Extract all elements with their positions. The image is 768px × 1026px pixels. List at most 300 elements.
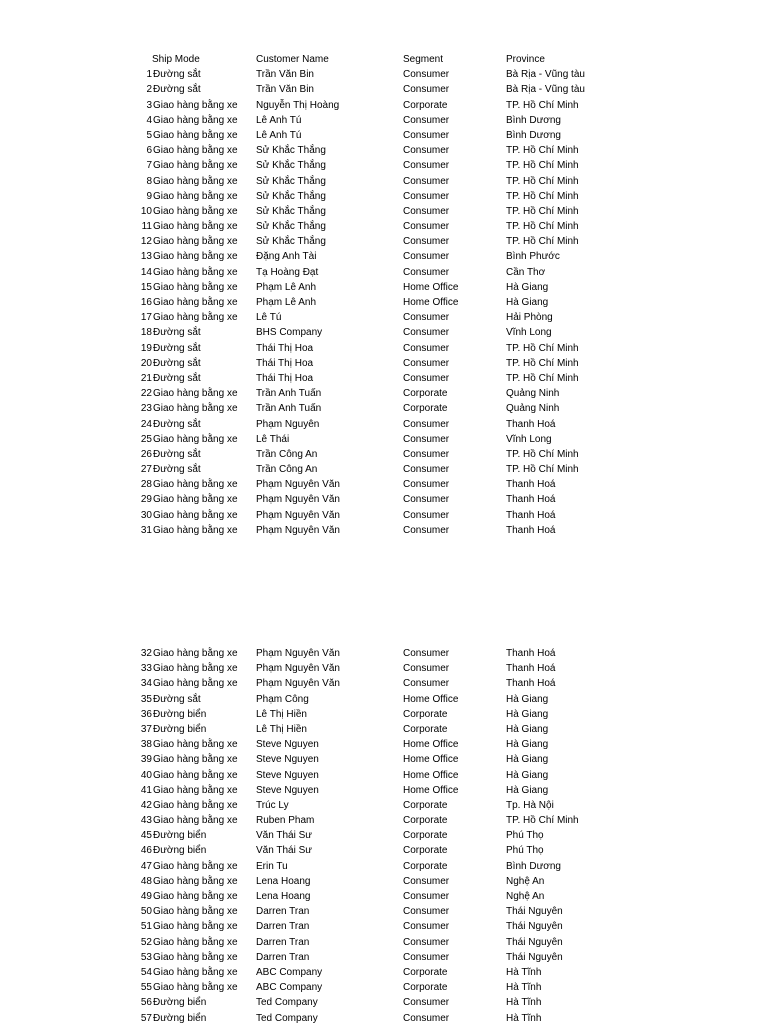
- segment-cell: Consumer: [403, 175, 450, 187]
- row-index: 14: [140, 266, 152, 278]
- segment-cell: Consumer: [403, 160, 450, 172]
- segment-cell: Corporate: [403, 723, 448, 735]
- province-cell: Bà Rịa - Vũng tàu: [506, 84, 585, 96]
- ship-mode-cell: Giao hàng bằng xe: [153, 951, 238, 963]
- row-index: 40: [140, 769, 152, 781]
- province-cell: Thái Nguyên: [506, 921, 563, 933]
- province-cell: TP. Hồ Chí Minh: [506, 99, 579, 111]
- row-index: 35: [140, 693, 152, 705]
- table-row: [136, 417, 636, 432]
- row-index: 33: [140, 663, 152, 675]
- segment-cell: Corporate: [403, 982, 448, 994]
- ship-mode-cell: Đường biển: [153, 708, 207, 720]
- segment-cell: Corporate: [403, 815, 448, 827]
- customer-name-cell: Ruben Pham: [256, 815, 315, 827]
- ship-mode-cell: Giao hàng bằng xe: [153, 388, 238, 400]
- segment-cell: Corporate: [403, 830, 448, 842]
- segment-cell: Home Office: [403, 769, 459, 781]
- province-cell: TP. Hồ Chí Minh: [506, 145, 579, 157]
- province-cell: Bình Phước: [506, 251, 560, 263]
- row-index: 37: [140, 723, 152, 735]
- row-index: 11: [141, 221, 152, 233]
- province-cell: Bà Rịa - Vũng tàu: [506, 69, 585, 81]
- header-segment: Segment: [403, 54, 444, 65]
- row-index: 1: [146, 69, 152, 81]
- row-index: 21: [140, 372, 152, 384]
- table-row: [136, 234, 636, 249]
- row-index: 31: [140, 524, 152, 536]
- segment-cell: Corporate: [403, 966, 448, 978]
- segment-cell: Corporate: [403, 845, 448, 857]
- segment-cell: Consumer: [403, 418, 450, 430]
- table-row: [136, 98, 636, 113]
- row-index: 10: [140, 205, 152, 217]
- table-row: [136, 447, 636, 462]
- ship-mode-cell: Đường sắt: [153, 342, 201, 354]
- table-row: [136, 386, 636, 401]
- segment-cell: Corporate: [403, 860, 448, 872]
- customer-name-cell: Phạm Nguyên Văn: [256, 648, 340, 659]
- segment-cell: Consumer: [403, 448, 450, 460]
- row-index: 16: [140, 297, 152, 308]
- ship-mode-cell: Đường sắt: [153, 693, 201, 705]
- ship-mode-cell: Giao hàng bằng xe: [153, 754, 238, 766]
- customer-name-cell: Đặng Anh Tài: [256, 251, 317, 263]
- ship-mode-cell: Giao hàng bằng xe: [153, 494, 238, 506]
- segment-cell: Consumer: [403, 891, 450, 902]
- province-cell: Hà Tĩnh: [506, 997, 542, 1009]
- row-index: 23: [140, 403, 152, 415]
- ship-mode-cell: Giao hàng bằng xe: [153, 297, 238, 308]
- ship-mode-cell: Giao hàng bằng xe: [153, 145, 238, 157]
- header-customer-name: Customer Name: [256, 54, 329, 65]
- ship-mode-cell: Giao hàng bằng xe: [153, 509, 238, 521]
- province-cell: Hà Giang: [506, 769, 549, 781]
- customer-name-cell: Nguyễn Thị Hoàng: [256, 99, 340, 111]
- ship-mode-cell: Đường sắt: [153, 357, 201, 369]
- row-index: 22: [140, 388, 152, 400]
- row-index: 24: [140, 418, 152, 430]
- table-row: [136, 980, 636, 995]
- table-row: [136, 523, 636, 538]
- customer-name-cell: Trần Công An: [256, 448, 318, 460]
- table-row: [136, 265, 636, 280]
- row-index: 47: [140, 860, 152, 872]
- customer-name-cell: Trần Công An: [256, 464, 318, 476]
- segment-cell: Consumer: [403, 921, 450, 933]
- customer-name-cell: Sử Khắc Thắng: [256, 145, 326, 157]
- customer-name-cell: Trần Văn Bin: [256, 84, 314, 96]
- ship-mode-cell: Giao hàng bằng xe: [153, 739, 238, 751]
- segment-cell: Consumer: [403, 114, 450, 126]
- province-cell: Bình Dương: [506, 860, 561, 872]
- ship-mode-cell: Giao hàng bằng xe: [153, 860, 238, 872]
- table-row: [136, 341, 636, 356]
- province-cell: TP. Hồ Chí Minh: [506, 236, 579, 248]
- ship-mode-cell: Giao hàng bằng xe: [153, 190, 238, 202]
- table-row: [136, 67, 636, 82]
- province-cell: Vĩnh Long: [506, 327, 552, 339]
- customer-name-cell: Sử Khắc Thắng: [256, 205, 326, 217]
- table-row: [136, 859, 636, 874]
- table-row: [136, 462, 636, 477]
- customer-name-cell: Phạm Nguyên Văn: [256, 678, 340, 690]
- ship-mode-cell: Đường biển: [153, 997, 207, 1009]
- table-row: [136, 310, 636, 325]
- segment-cell: Consumer: [403, 494, 450, 506]
- customer-name-cell: Lê Anh Tú: [256, 129, 302, 141]
- customer-name-cell: Lê Thị Hiền: [256, 708, 307, 720]
- customer-name-cell: Sử Khắc Thắng: [256, 236, 326, 248]
- customer-name-cell: ABC Company: [256, 966, 323, 978]
- province-cell: Phú Thọ: [506, 845, 544, 857]
- customer-name-cell: Sử Khắc Thắng: [256, 221, 326, 233]
- customer-name-cell: Trần Anh Tuấn: [256, 388, 322, 400]
- row-index: 17: [140, 312, 152, 324]
- ship-mode-cell: Giao hàng bằng xe: [153, 784, 238, 796]
- ship-mode-cell: Giao hàng bằng xe: [153, 663, 238, 675]
- segment-cell: Consumer: [403, 84, 450, 96]
- customer-name-cell: Văn Thái Sư: [256, 830, 312, 842]
- segment-cell: Consumer: [403, 327, 450, 339]
- segment-cell: Consumer: [403, 997, 450, 1009]
- segment-cell: Consumer: [403, 372, 450, 384]
- table-row: [136, 143, 636, 158]
- row-index: 5: [146, 129, 152, 141]
- table-body-bottom: [136, 646, 636, 1026]
- customer-name-cell: Lê Tú: [256, 312, 282, 324]
- table-row: [136, 707, 636, 722]
- province-cell: Hà Giang: [506, 708, 549, 720]
- table-block-bottom: [136, 646, 636, 1026]
- ship-mode-cell: Đường sắt: [153, 448, 201, 460]
- customer-name-cell: BHS Company: [256, 327, 323, 339]
- province-cell: Thanh Hoá: [506, 418, 556, 430]
- province-cell: Thanh Hoá: [506, 648, 556, 659]
- row-index: 13: [140, 251, 152, 263]
- table-row: [136, 874, 636, 889]
- table-row: [136, 432, 636, 447]
- province-cell: TP. Hồ Chí Minh: [506, 464, 579, 476]
- table-row: [136, 1011, 636, 1026]
- segment-cell: Consumer: [403, 251, 450, 263]
- row-index: 49: [140, 891, 152, 902]
- customer-name-cell: ABC Company: [256, 982, 323, 994]
- row-index: 15: [140, 281, 152, 293]
- customer-name-cell: Phạm Nguyên Văn: [256, 479, 340, 491]
- segment-cell: Consumer: [403, 221, 450, 233]
- table-row: [136, 995, 636, 1010]
- province-cell: Hà Giang: [506, 281, 549, 293]
- row-index: 56: [140, 997, 152, 1009]
- customer-name-cell: Darren Tran: [256, 936, 310, 948]
- province-cell: Quảng Ninh: [506, 403, 560, 415]
- province-cell: Hà Tĩnh: [506, 1012, 542, 1024]
- ship-mode-cell: Giao hàng bằng xe: [153, 906, 238, 918]
- customer-name-cell: Lê Thị Hiền: [256, 723, 307, 735]
- customer-name-cell: Lê Thái: [256, 433, 290, 445]
- table-row: [136, 508, 636, 523]
- province-cell: Quảng Ninh: [506, 388, 560, 400]
- segment-cell: Home Office: [403, 739, 459, 751]
- table-row: [136, 113, 636, 128]
- row-index: 48: [140, 875, 152, 887]
- segment-cell: Consumer: [403, 479, 450, 491]
- ship-mode-cell: Giao hàng bằng xe: [153, 982, 238, 994]
- table-row: [136, 828, 636, 843]
- table-row: [136, 356, 636, 371]
- table-row: [136, 295, 636, 310]
- customer-name-cell: Phạm Nguyên Văn: [256, 494, 340, 506]
- header-row: [136, 52, 636, 67]
- row-index: 55: [140, 982, 152, 994]
- province-cell: Hà Tĩnh: [506, 966, 542, 978]
- province-cell: Hà Giang: [506, 784, 549, 796]
- ship-mode-cell: Giao hàng bằng xe: [153, 433, 238, 445]
- row-index: 53: [140, 951, 152, 963]
- ship-mode-cell: Đường biển: [153, 830, 207, 842]
- table-row: [136, 752, 636, 767]
- ship-mode-cell: Giao hàng bằng xe: [153, 266, 238, 278]
- province-cell: Hà Giang: [506, 754, 549, 766]
- row-index: 45: [140, 830, 152, 842]
- province-cell: Hà Tĩnh: [506, 982, 542, 994]
- customer-name-cell: Steve Nguyen: [256, 769, 319, 781]
- table-row: [136, 204, 636, 219]
- table-row: [136, 919, 636, 934]
- table-row: [136, 661, 636, 676]
- segment-cell: Home Office: [403, 754, 459, 766]
- ship-mode-cell: Giao hàng bằng xe: [153, 815, 238, 827]
- ship-mode-cell: Giao hàng bằng xe: [153, 160, 238, 172]
- ship-mode-cell: Giao hàng bằng xe: [153, 129, 238, 141]
- ship-mode-cell: Giao hàng bằng xe: [153, 891, 238, 902]
- segment-cell: Consumer: [403, 190, 450, 202]
- province-cell: Bình Dương: [506, 114, 561, 126]
- segment-cell: Consumer: [403, 951, 450, 963]
- customer-name-cell: Steve Nguyen: [256, 754, 319, 766]
- table-row: [136, 676, 636, 691]
- table-row: [136, 249, 636, 264]
- segment-cell: Consumer: [403, 205, 450, 217]
- row-index: 38: [140, 739, 152, 751]
- province-cell: TP. Hồ Chí Minh: [506, 221, 579, 233]
- segment-cell: Consumer: [403, 145, 450, 157]
- row-index: 6: [146, 145, 152, 157]
- ship-mode-cell: Giao hàng bằng xe: [153, 175, 238, 187]
- row-index: 12: [140, 236, 152, 248]
- table-row: [136, 965, 636, 980]
- ship-mode-cell: Giao hàng bằng xe: [153, 648, 238, 659]
- ship-mode-cell: Đường sắt: [153, 464, 201, 476]
- table-row: [136, 737, 636, 752]
- table-row: [136, 783, 636, 798]
- province-cell: Nghệ An: [506, 875, 545, 887]
- table-row: [136, 722, 636, 737]
- ship-mode-cell: Đường sắt: [153, 372, 201, 384]
- segment-cell: Corporate: [403, 388, 448, 400]
- province-cell: Thanh Hoá: [506, 494, 556, 506]
- customer-name-cell: Thái Thị Hoa: [256, 357, 314, 369]
- segment-cell: Consumer: [403, 433, 450, 445]
- customer-name-cell: Phạm Lê Anh: [256, 281, 317, 293]
- row-index: 41: [140, 784, 152, 796]
- table-row: [136, 158, 636, 173]
- province-cell: Thanh Hoá: [506, 524, 556, 536]
- row-index: 4: [146, 114, 152, 126]
- table-row: [136, 128, 636, 143]
- ship-mode-cell: Giao hàng bằng xe: [153, 114, 238, 126]
- customer-name-cell: Phạm Nguyên Văn: [256, 524, 340, 536]
- province-cell: TP. Hồ Chí Minh: [506, 175, 579, 187]
- segment-cell: Corporate: [403, 799, 448, 811]
- table-row: [136, 477, 636, 492]
- segment-cell: Corporate: [403, 403, 448, 415]
- table-row: [136, 889, 636, 904]
- customer-name-cell: Ted Company: [256, 997, 318, 1009]
- row-index: 36: [140, 708, 152, 720]
- customer-name-cell: Ted Company: [256, 1012, 318, 1024]
- segment-cell: Corporate: [403, 708, 448, 720]
- customer-name-cell: Phạm Công: [256, 693, 309, 705]
- segment-cell: Consumer: [403, 312, 450, 324]
- table-block-top: [136, 52, 636, 538]
- ship-mode-cell: Giao hàng bằng xe: [153, 236, 238, 248]
- row-index: 29: [140, 494, 152, 506]
- province-cell: Hải Phòng: [506, 312, 553, 324]
- segment-cell: Consumer: [403, 464, 450, 476]
- province-cell: Vĩnh Long: [506, 433, 552, 445]
- header-province: Province: [506, 54, 545, 65]
- customer-name-cell: Tạ Hoàng Đạt: [256, 266, 319, 278]
- segment-cell: Home Office: [403, 693, 459, 705]
- row-index: 20: [140, 357, 152, 369]
- customer-name-cell: Sử Khắc Thắng: [256, 160, 326, 172]
- province-cell: Cần Thơ: [506, 266, 546, 278]
- customer-name-cell: Phạm Lê Anh: [256, 297, 317, 308]
- province-cell: Hà Giang: [506, 693, 549, 705]
- province-cell: TP. Hồ Chí Minh: [506, 372, 579, 384]
- ship-mode-cell: Giao hàng bằng xe: [153, 921, 238, 933]
- ship-mode-cell: Đường biển: [153, 845, 207, 857]
- table-row: [136, 935, 636, 950]
- segment-cell: Consumer: [403, 509, 450, 521]
- table-row: [136, 646, 636, 661]
- table-row: [136, 371, 636, 386]
- province-cell: Phú Thọ: [506, 830, 544, 842]
- customer-name-cell: Steve Nguyen: [256, 739, 319, 751]
- ship-mode-cell: Giao hàng bằng xe: [153, 281, 238, 293]
- segment-cell: Home Office: [403, 281, 459, 293]
- row-index: 32: [140, 648, 152, 659]
- province-cell: TP. Hồ Chí Minh: [506, 160, 579, 172]
- table-row: [136, 692, 636, 707]
- province-cell: Hà Giang: [506, 297, 549, 308]
- customer-name-cell: Trần Văn Bin: [256, 69, 314, 81]
- province-cell: TP. Hồ Chí Minh: [506, 448, 579, 460]
- ship-mode-cell: Giao hàng bằng xe: [153, 312, 238, 324]
- ship-mode-cell: Giao hàng bằng xe: [153, 678, 238, 690]
- segment-cell: Consumer: [403, 648, 450, 659]
- ship-mode-cell: Giao hàng bằng xe: [153, 799, 238, 811]
- ship-mode-cell: Đường sắt: [153, 327, 201, 339]
- table-row: [136, 189, 636, 204]
- row-index: 28: [140, 479, 152, 491]
- row-index: 26: [140, 448, 152, 460]
- ship-mode-cell: Giao hàng bằng xe: [153, 769, 238, 781]
- table-row: [136, 174, 636, 189]
- table-row: [136, 82, 636, 97]
- customer-name-cell: Văn Thái Sư: [256, 845, 312, 857]
- province-cell: TP. Hồ Chí Minh: [506, 205, 579, 217]
- ship-mode-cell: Đường sắt: [153, 84, 201, 96]
- ship-mode-cell: Giao hàng bằng xe: [153, 403, 238, 415]
- province-cell: Hà Giang: [506, 723, 549, 735]
- province-cell: Thái Nguyên: [506, 936, 563, 948]
- row-index: 8: [146, 175, 152, 187]
- header-ship-mode: Ship Mode: [152, 54, 200, 65]
- ship-mode-cell: Giao hàng bằng xe: [153, 966, 238, 978]
- customer-name-cell: Phạm Nguyên Văn: [256, 509, 340, 521]
- province-cell: Thanh Hoá: [506, 509, 556, 521]
- table-row: [136, 401, 636, 416]
- row-index: 3: [146, 99, 152, 111]
- ship-mode-cell: Đường biển: [153, 723, 207, 735]
- province-cell: Thanh Hoá: [506, 479, 556, 491]
- table-row: [136, 768, 636, 783]
- row-index: 19: [140, 342, 152, 354]
- province-cell: TP. Hồ Chí Minh: [506, 190, 579, 202]
- province-cell: Hà Giang: [506, 739, 549, 751]
- ship-mode-cell: Giao hàng bằng xe: [153, 524, 238, 536]
- table-row: [136, 798, 636, 813]
- segment-cell: Consumer: [403, 266, 450, 278]
- customer-name-cell: Erin Tu: [256, 860, 288, 872]
- province-cell: TP. Hồ Chí Minh: [506, 815, 579, 827]
- segment-cell: Consumer: [403, 236, 450, 248]
- segment-cell: Consumer: [403, 129, 450, 141]
- province-cell: TP. Hồ Chí Minh: [506, 342, 579, 354]
- ship-mode-cell: Giao hàng bằng xe: [153, 221, 238, 233]
- ship-mode-cell: Đường biển: [153, 1012, 207, 1024]
- row-index: 51: [140, 921, 152, 933]
- table-row: [136, 219, 636, 234]
- row-index: 46: [140, 845, 152, 857]
- segment-cell: Consumer: [403, 1012, 450, 1024]
- table-row: [136, 492, 636, 507]
- row-index: 34: [140, 678, 152, 690]
- table-row: [136, 813, 636, 828]
- table-row: [136, 904, 636, 919]
- customer-name-cell: Lena Hoang: [256, 891, 311, 902]
- province-cell: Thanh Hoá: [506, 663, 556, 675]
- customer-name-cell: Steve Nguyen: [256, 784, 319, 796]
- row-index: 52: [140, 936, 152, 948]
- row-index: 54: [140, 966, 152, 978]
- row-index: 25: [140, 433, 152, 445]
- segment-cell: Corporate: [403, 99, 448, 111]
- province-cell: Bình Dương: [506, 129, 561, 141]
- row-index: 50: [140, 906, 152, 918]
- customer-name-cell: Sử Khắc Thắng: [256, 190, 326, 202]
- customer-name-cell: Trần Anh Tuấn: [256, 403, 322, 415]
- table-row: [136, 950, 636, 965]
- province-cell: Thái Nguyên: [506, 906, 563, 918]
- row-index: 27: [140, 464, 152, 476]
- province-cell: Thái Nguyên: [506, 951, 563, 963]
- customer-name-cell: Trúc Ly: [256, 799, 289, 811]
- province-cell: Nghệ An: [506, 891, 545, 902]
